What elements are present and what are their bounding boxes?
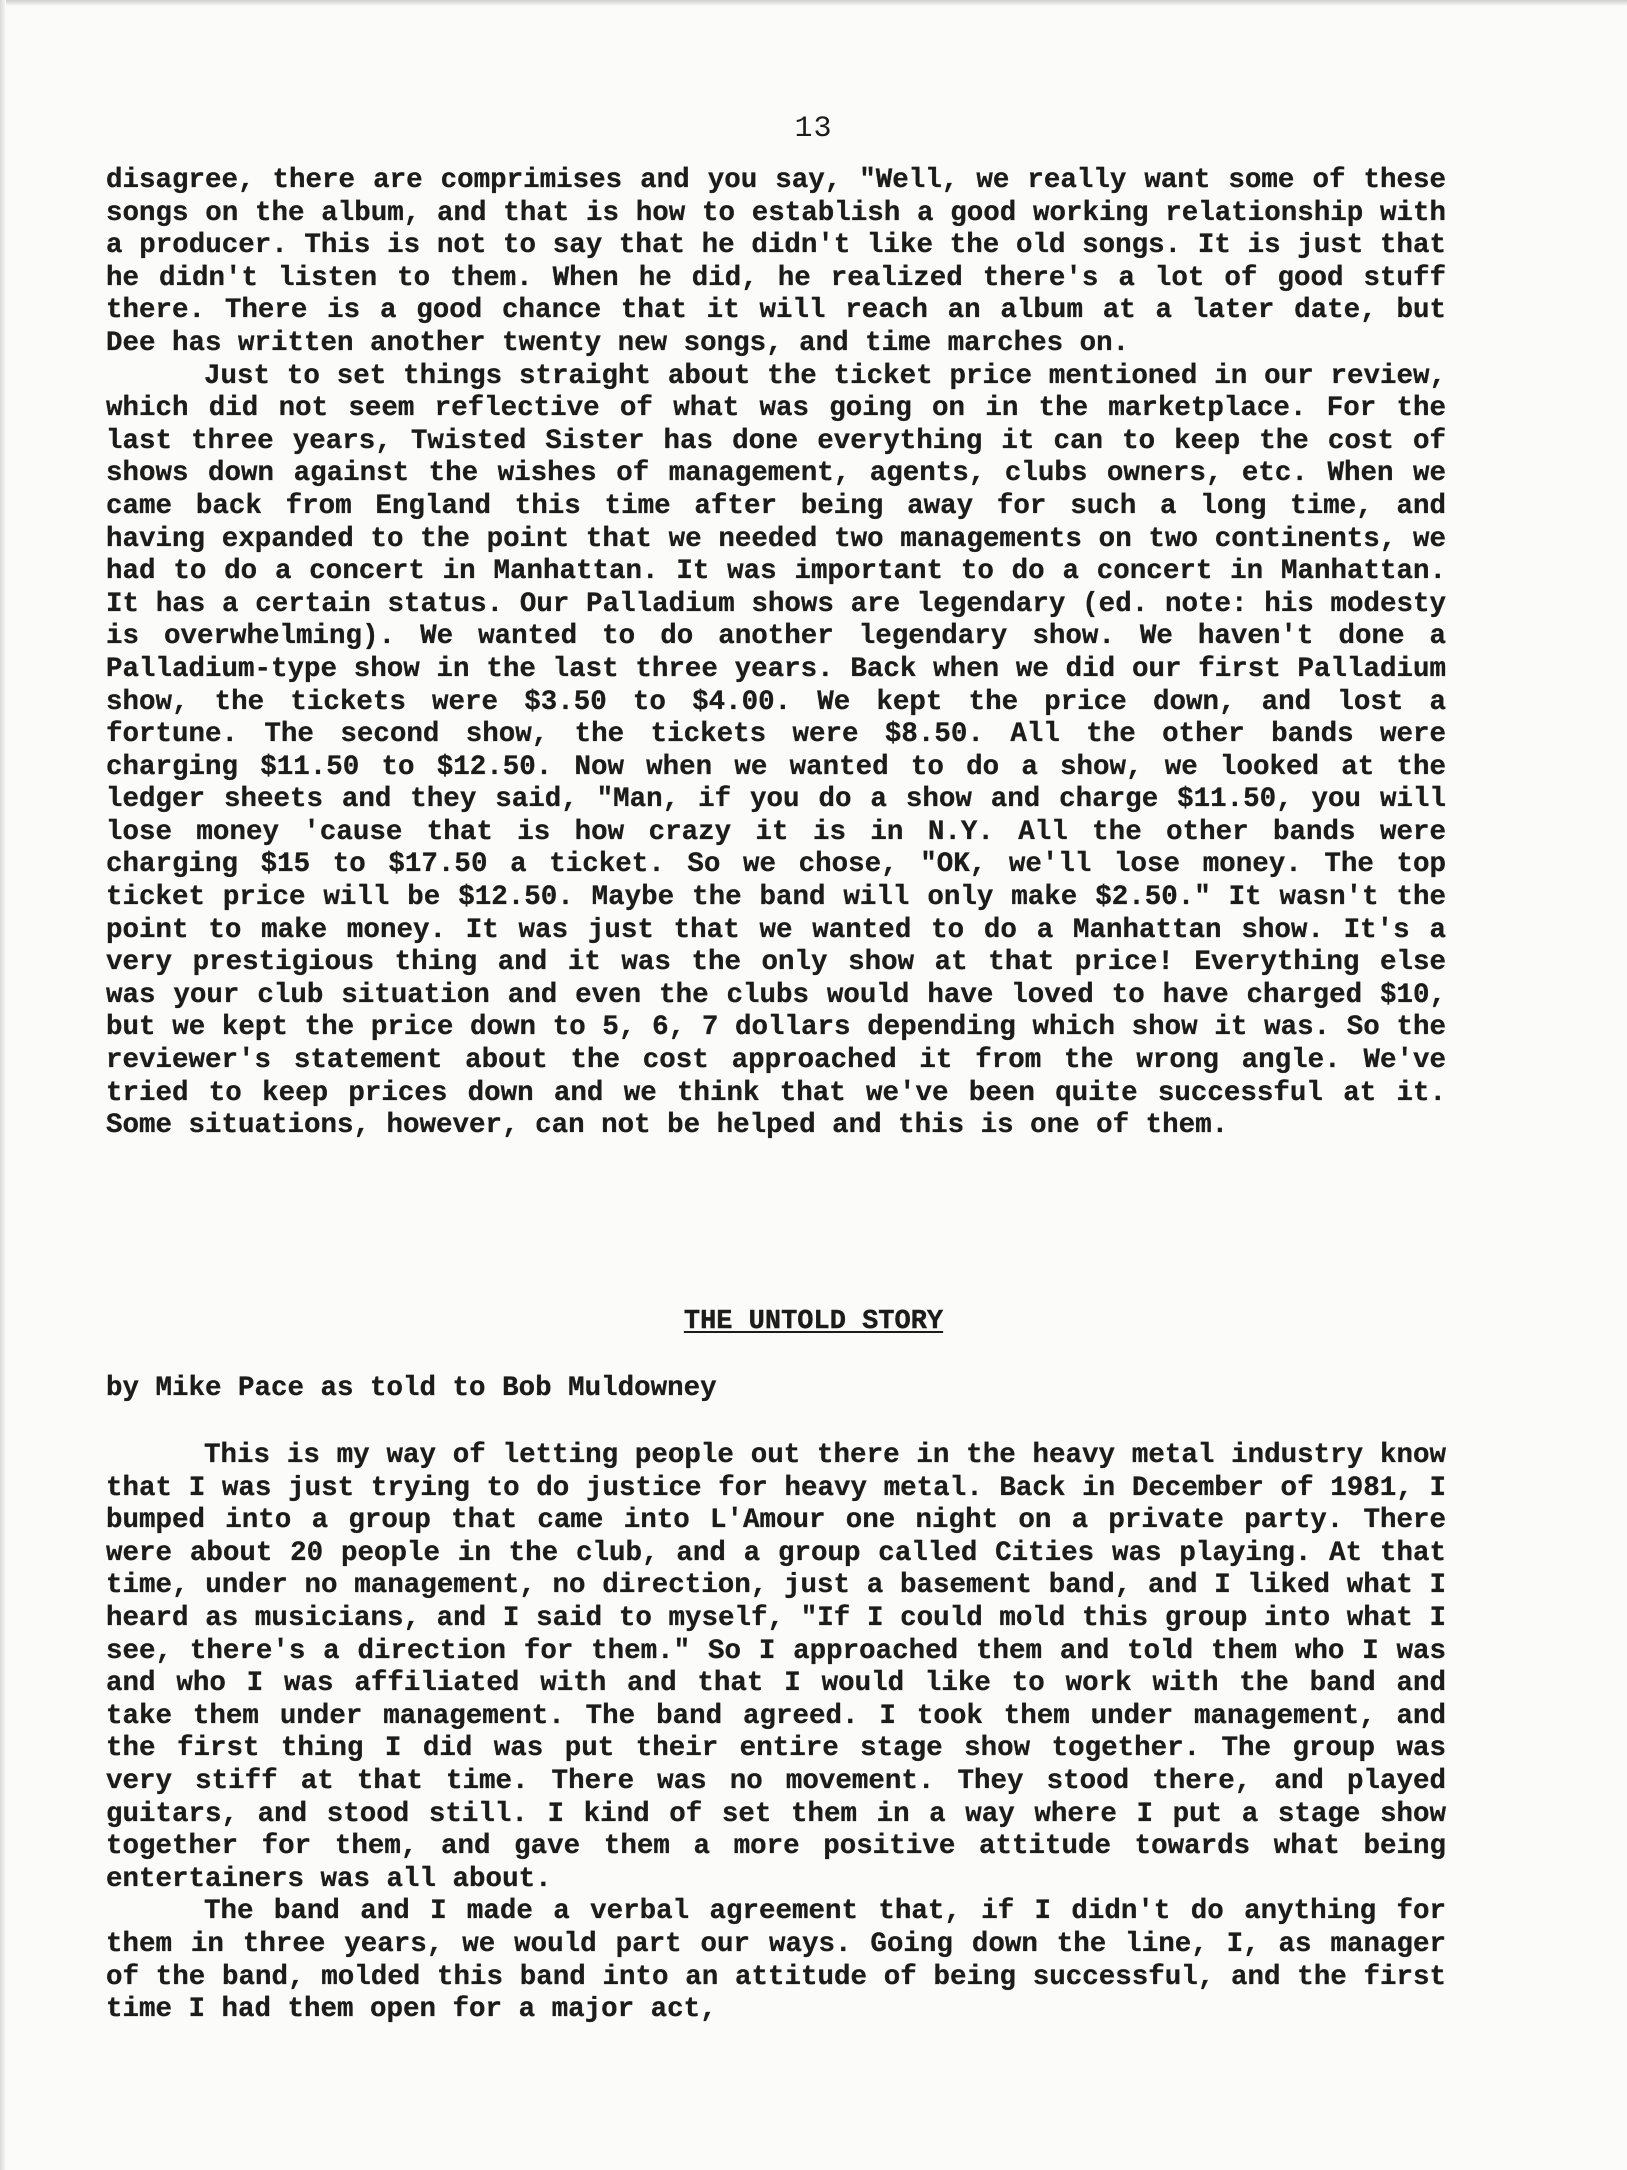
byline: by Mike Pace as told to Bob Muldowney <box>106 1373 717 1404</box>
section-heading: THE UNTOLD STORY <box>683 1307 944 1337</box>
page-edge-top <box>0 0 1627 6</box>
paragraph: Just to set things straight about the ticket price mentioned in our review, which did not seem reflective of what was going on in the marketplace. For the last three years, Twisted Sister has done everything it can to keep the cost of shows down against the wishes of management, agents, clubs owners, etc. When we came back from England this time after being away for such a long time, and having expanded to the point that we needed two managements on two continents, we had to do a concert in Manhattan. It was important to do a concert in Manhattan. It has a certain status. Our Palladium shows are legendary (ed. note: his modesty is overwhelming). We wanted to do another legendary show. We haven't done a Palladium-type show in the last three years. Back when we did our first Palladium show, the tickets were $3.50 to $4.00. We kept the price down, and lost a fortune. The second show, the tickets were $8.50. All the other bands were charging $11.50 to $12.50. Now when we wanted to do a show, we looked at the ledger sheets and they said, "Man, if you do a show and charge $11.50, you will lose money 'cause that is how crazy it is in N.Y. All the other bands were charging $15 to $17.50 a ticket. So we chose, "OK, we'll lose money. The top ticket price will be $12.50. Maybe the band will only make $2.50." It wasn't the point to make money. It was just that we wanted to do a Manhattan show. It's a very prestigious thing and it was the only show at that price! Everything else was your club situation and even the clubs would have loved to have charged $10, but we kept the price down to 5, 6, 7 dollars depending which show it was. So the reviewer's statement about the cost approached it from the wrong angle. We've tried to keep prices down and we think that we've been quite successful at it. Some situations, however, can not be helped and this is one of them. <box>106 360 1446 1142</box>
article-continuation <box>106 165 1446 1143</box>
paragraph: This is my way of letting people out there in the heavy metal industry know that I was just trying to do justice for heavy metal. Back in December of 1981, I bumped into a group that came into L'Amour one night on a private party. There were about 20 people in the club, and a group called Cities was playing. At that time, under no management, no direction, just a basement band, and I liked what I heard as musicians, and I said to myself, "If I could mold this group into what I see, there's a direction for them." So I approached them and told them who I was and who I was affiliated with and that I would like to work with the band and take them under management. The band agreed. I took them under management, and the first thing I did was put their entire stage show together. The group was very stiff at that time. There was no movement. They stood there, and played guitars, and stood still. I kind of set them in a way where I put a stage show together for them, and gave them a more positive attitude towards what being entertainers was all about. <box>106 1440 1446 1895</box>
article-body <box>106 1440 1446 2027</box>
paragraph: The band and I made a verbal agreement that, if I didn't do anything for them in three years, we would part our ways. Going down the line, I, as manager of the band, molded this band into an attitude of being successful, and the first time I had them open for a major act, <box>106 1896 1446 2026</box>
page-edge-left <box>0 0 6 2170</box>
page-number: 13 <box>794 112 833 146</box>
paragraph: disagree, there are comprimises and you say, "Well, we really want some of these songs on the album, and that is how to establish a good working relationship with a producer. This is not to say that he didn't like the old songs. It is just that he didn't listen to them. When he did, he realized there's a lot of good stuff there. There is a good chance that it will reach an album at a later date, but Dee has written another twenty new songs, and time marches on. <box>106 165 1446 359</box>
